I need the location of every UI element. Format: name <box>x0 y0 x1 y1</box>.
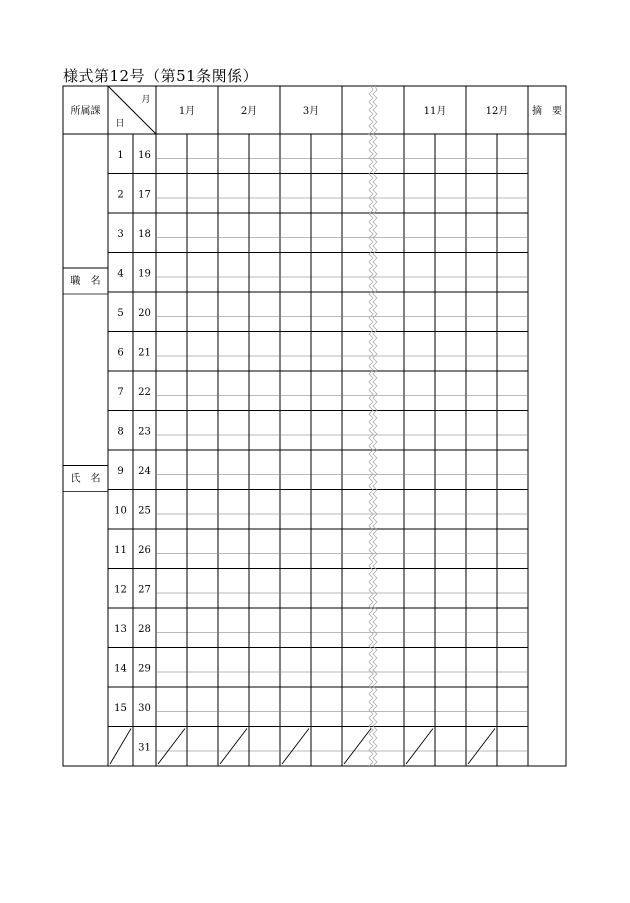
day-number: 16 <box>138 149 151 161</box>
day-number: 29 <box>138 663 151 675</box>
day-number: 4 <box>117 268 124 280</box>
day-number: 10 <box>114 505 127 517</box>
day-number: 14 <box>114 663 127 675</box>
month-header-2: 2月 <box>240 106 258 117</box>
month-header-3: 3月 <box>302 106 320 117</box>
day-corner-label: 日 <box>115 119 125 129</box>
day-number: 22 <box>138 386 151 398</box>
day-number: 1 <box>117 149 124 161</box>
void-diagonal <box>110 729 131 765</box>
day-number: 27 <box>138 584 151 596</box>
day-number: 8 <box>117 426 124 438</box>
day-number: 15 <box>114 702 127 714</box>
column-break-mark <box>369 86 377 766</box>
day-number: 25 <box>138 505 151 517</box>
day-number: 6 <box>117 347 124 359</box>
month-corner-label: 月 <box>141 95 151 105</box>
void-diagonal <box>406 729 433 765</box>
month-header-1: 1月 <box>178 106 196 117</box>
form-title: 様式第12号（第51条関係） <box>63 67 259 85</box>
day-number: 31 <box>138 742 151 754</box>
void-diagonal <box>158 729 185 765</box>
day-number: 13 <box>114 623 127 635</box>
day-number: 11 <box>114 544 127 556</box>
void-diagonal <box>344 729 371 765</box>
day-number: 9 <box>117 465 124 477</box>
remarks-label: 摘 要 <box>532 106 562 117</box>
void-diagonal <box>282 729 309 765</box>
day-number: 28 <box>138 623 151 635</box>
day-number: 5 <box>117 307 124 319</box>
void-diagonal <box>220 729 247 765</box>
position-label: 職 名 <box>70 276 101 287</box>
day-number: 17 <box>138 189 151 201</box>
day-number: 7 <box>117 386 124 398</box>
month-header-5: 11月 <box>423 106 447 117</box>
day-number: 23 <box>138 426 151 438</box>
month-header-6: 12月 <box>485 106 509 117</box>
day-number: 2 <box>117 189 124 201</box>
void-diagonal <box>468 729 495 765</box>
day-number: 20 <box>138 307 151 319</box>
day-number: 3 <box>117 228 124 240</box>
day-number: 24 <box>138 465 151 477</box>
day-number: 19 <box>138 268 151 280</box>
day-number: 18 <box>138 228 151 240</box>
day-number: 12 <box>114 584 127 596</box>
day-number: 30 <box>138 702 151 714</box>
name-label: 氏 名 <box>70 473 101 485</box>
department-label: 所属課 <box>70 106 101 117</box>
day-number: 21 <box>138 347 151 359</box>
day-number: 26 <box>138 544 151 556</box>
